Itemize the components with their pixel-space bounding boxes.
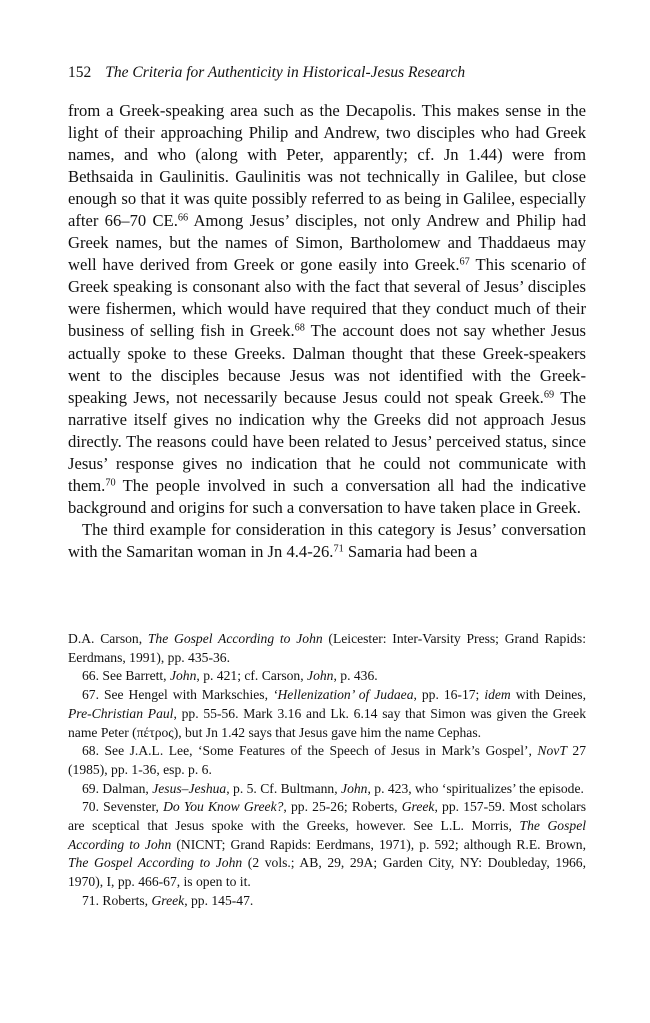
footnote-ref-69[interactable]: 69 [543,388,555,400]
footnote-67: 67. See Hengel with Markschies, ‘Hellenization’ of Judaea, pp. 16-17; idem with Deines, Pre-Christian Paul, pp. 55-56. Mark 3.16 and Lk. 6.14 say that Simon was given the Greek name Peter (πέτρος), but Jn 1.42 says that Jesus gave him the name Cephas. [68,687,586,740]
footnotes [68,630,586,911]
footnote-ref-67[interactable]: 67 [459,256,470,268]
footnote-ref-71[interactable]: 71 [333,543,344,555]
body-paragraph: The third example for consideration in this category is Jesus’ conversation with the Samaritan woman in Jn 4.4-26.71 Samaria had been a [68,519,586,561]
footnote-ref-68[interactable]: 68 [294,322,305,334]
era-abbreviation: CE [152,211,174,231]
footnote-ref-66[interactable]: 66 [177,212,189,224]
footnote-69: 69. Dalman, Jesus–Jeshua, p. 5. Cf. Bultmann, John, p. 423, who ‘spiritualizes’ the episode. [82,780,584,796]
footnote-68: 68. See J.A.L. Lee, ‘Some Features of the Speech of Jesus in Mark’s Gospel’, NovT 27 (1985), pp. 1-36, esp. p. 6. [68,743,586,777]
running-header [68,64,586,82]
footnote-70: 70. Sevenster, Do You Know Greek?, pp. 25-26; Roberts, Greek, pp. 157-59. Most scholars are sceptical that Jesus spoke with the Greeks, however. See L.L. Morris, The Gospel According to John (NICNT; Grand Rapids: Eerdmans, 1971), p. 592; although R.E. Brown, The Gospel According to John (2 vols.; AB, 29, 29A; Garden City, NY: Doubleday, 1966, 1970), I, pp. 466-67, is open to it. [68,799,587,890]
running-title: The Criteria for Authenticity in Historical-Jesus Research [105,64,466,81]
body-paragraph: from a Greek-speaking area such as the Decapolis. This makes sense in the light of their approaching Philip and Andrew, two disciples who had Greek names, and who (along with Peter, apparently; cf. Jn 1.44) were from Bethsaida in Gaulinitis. Gaulinitis was not technically in Galilee, but close enough so that it was quite possibly referred to as being in Galilee, especially after 66–70 CE.$^{66}$ Among Jesus’ disciples, not only Andrew and Philip had Greek names, but the names of Simon, Bartholomew and Thaddaeus may well have derived from Greek or gone easily into Greek.$^{67}$ This scenario of Greek speaking is consonant also with the fact that several of Jesus’ disciples were fishermen, which would have required that they conduct much of their business of selling fish in Greek.$^{68}$ The account does not say whether Jesus actually spoke to these Greeks. Dalman thought that these Greek-speakers went to the disciples because Jesus was not identified with the Greek-speaking Jews, not necessarily because Jesus could not speak Greek.$^{69}$ The narrative itself gives no indication why the Greeks did not approach Jesus directly. The reasons could have been related to Jesus’ perceived status, since Jesus’ response gives no indication that he could not communicate with them.$^{70}$ The people involved in such a conversation all had the indicative background and origins for such a conversation to have taken place in Greek. [68,101,586,517]
footnote-66: 66. See Barrett, John, p. 421; cf. Carson, John, p. 436. [82,668,378,684]
footnote-ref-70[interactable]: 70 [105,477,116,489]
footnote-continuation: D.A. Carson, The Gospel According to John (Leicester: Inter-Varsity Press; Grand Rapids: Eerdmans, 1991), pp. 435-36. [68,631,586,665]
main-text [68,100,586,563]
footnote-71: 71. Roberts, Greek, pp. 145-47. [82,892,254,908]
page-number: 152 [68,64,92,81]
